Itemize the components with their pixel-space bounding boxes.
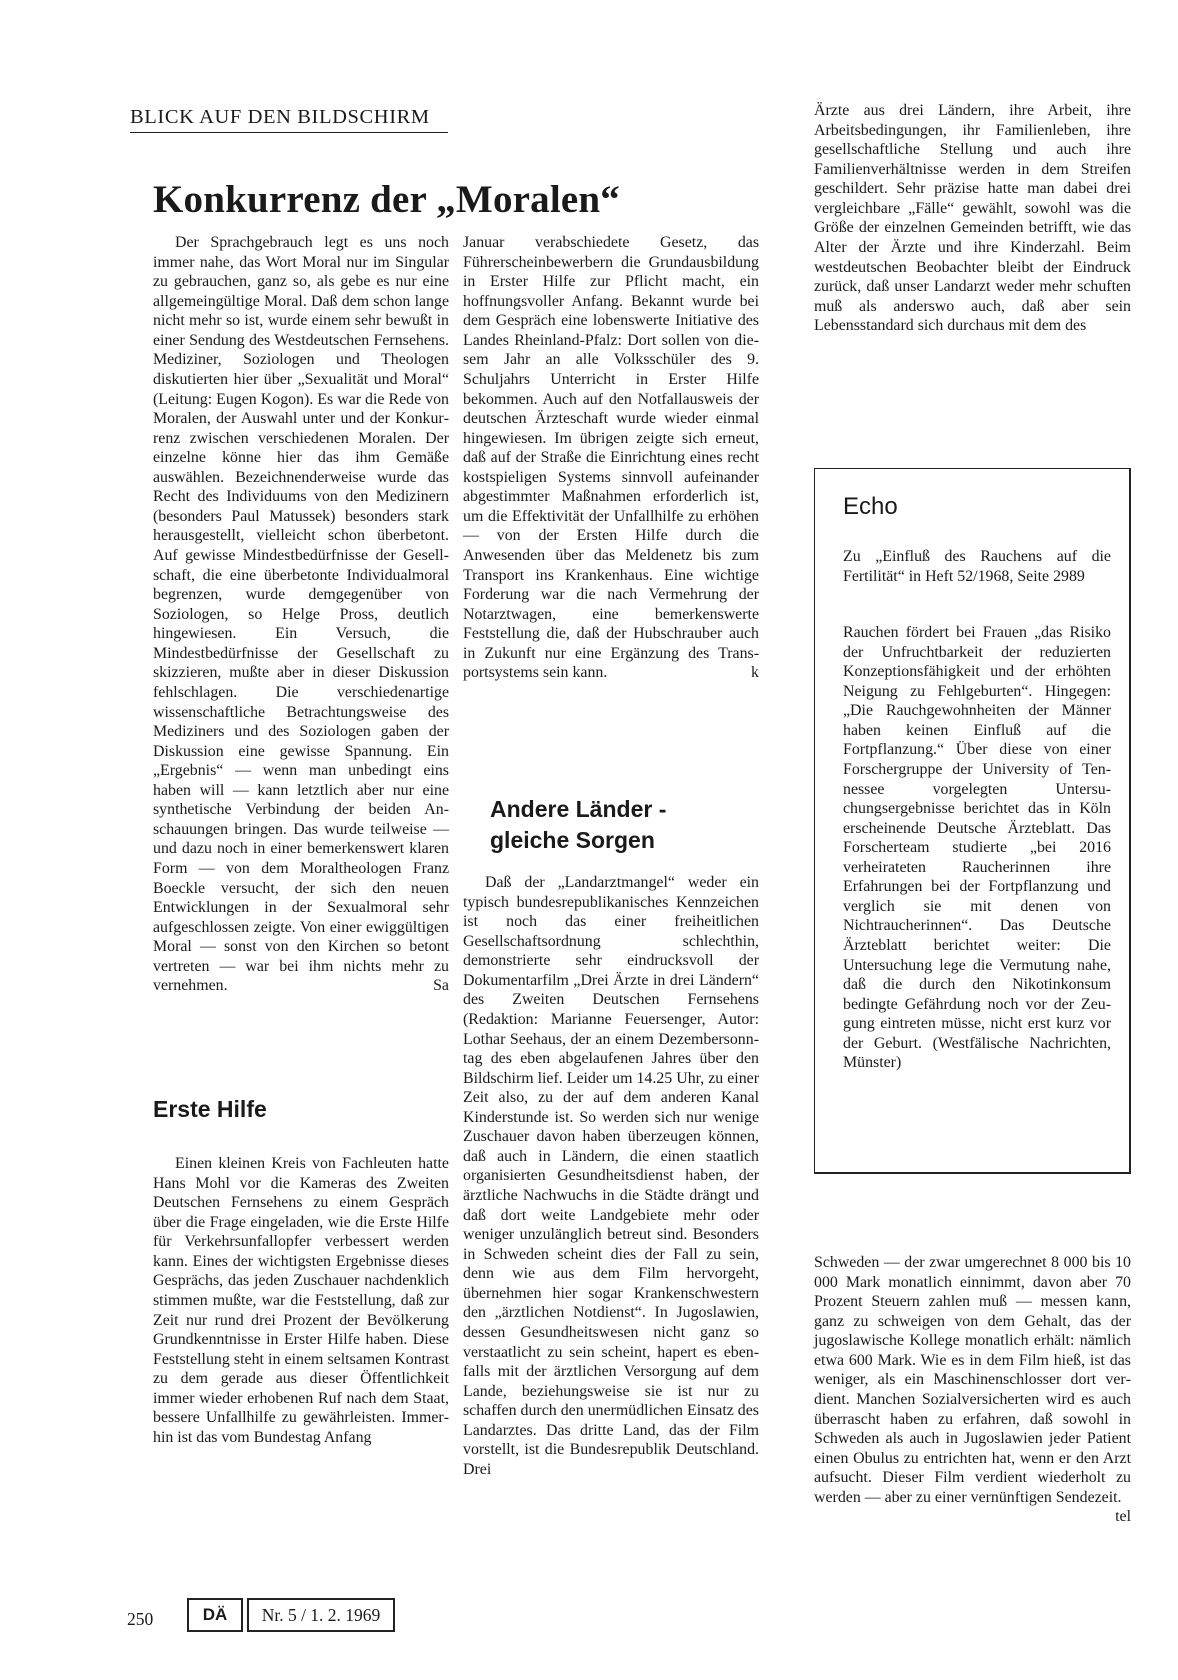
article-headline: Konkurrenz der „Moralen“ xyxy=(153,178,620,221)
issue-label: Nr. 5 / 1. 2. 1969 xyxy=(247,1598,395,1632)
article-erste-hilfe-heading: Erste Hilfe xyxy=(153,1096,267,1122)
echo-body: Rauchen fördert bei Frauen „das Risiko der Unfruchtbarkeit der reduzierten Konzeptionsfähigkeit und der erhöhten Neigung zu Fehlgeburten“. Hingegen: „Die Rauchgewohnheiten der Männer haben keinen Einfluß auf die Fortpflanzung.“ Über diese von einer Forschergruppe der University of Tennessee vorgelegten Untersuchungsergebnisse berichtet das in Köln erscheinende Deutsche Ärzteblatt. Das Forscherteam studierte „bei 2016 verheirateten Raucherinnen ihre Erfahrungen bei der Fortpflanzung und verglich sie mit denen von Nichtraucherinnen“. Das Deutsche Ärzteblatt berichtet weiter: Die Untersuchung lege die Vermutung nahe, daß die durch den Nikotinkonsum bedingte Gefährdung noch vor der Zeugung eintreten müsse, nicht erst kurz vor der Geburt. (Westfälische Nachrichten, Münster) xyxy=(843,624,1111,1072)
article-erste-hilfe-continuation: Januar verabschiedete Gesetz, das Führerscheinbewerbern die Grundausbildung in Erster Hilfe zur Pflicht macht, ein hoffnungsvoller Anfang. Bekannt wurde bei dem Gespräch eine lobenswerte Initiative des Landes Rheinland-Pfalz: Dort sollen von diesem Jahr an alle Volksschüler des 9. Schuljahrs Unterricht in Erster Hilfe bekommen. Auch auf den Notfallausweis der deutschen Ärzteschaft wurde wieder einmal hingewiesen. Im übrigen zeigte sich erneut, daß auf der Straße die Einrichtung eines recht kostspieligen Systems sinnvoll aufeinander abgestimmter Maßnahmen erforderlich ist, um die Effektivität der Unfallhilfe zu erhöhen — von der Ersten Hilfe durch die Anwesenden über das Meldenetz bis zum Transport ins Krankenhaus. Eine wichtige Forderung war die nach Vermehrung der Notarztwagen, eine bemerkenswerte Feststellung die, daß der Hubschrauber auch in Zukunft nur eine Ergänzung des Transportsystems sein kann. k xyxy=(463,234,759,682)
echo-reference: Zu „Einfluß des Rauchens auf die Fertilität“ in Heft 52/1968, Seite 2989 xyxy=(843,548,1111,585)
article-andere-laender-continuation: Ärzte aus drei Ländern, ihre Arbeit, ihre Arbeitsbedingungen, ihr Familienleben, ihre gesellschaftliche Stellung und auch ihre Familienverhältnisse werden in dem Streifen geschildert. Sehr präzise hatte man dabei drei vergleichbare „Fälle“ gewählt, sowohl was die Größe der einzelnen Gemeinden betrifft, wie das Alter der Ärzte und ihre Kinderzahl. Beim westdeutschen Beobachter bleibt der Eindruck zurück, daß unser Landarzt weder mehr schuften muß als anderswo auch, daß aber sein Lebensstandard sich durchaus mit dem des xyxy=(814,102,1131,335)
article-andere-laender-body-col2 xyxy=(463,873,759,1479)
echo-box xyxy=(814,468,1131,1174)
heading-line: Andere Länder - xyxy=(490,796,667,822)
author-signature: Sa xyxy=(433,977,449,995)
section-rubric: BLICK AUF DEN BILDSCHIRM xyxy=(130,104,448,133)
article-andere-laender-ending: Schweden — der zwar umgerechnet 8 000 bis 10 000 Mark monatlich einnimmt, davon aber 70 Prozent Steuern zahlen muß — messen kann, ganz zu schweigen von dem Gehalt, das der jugoslawische Kollege monatlich erhält: nämlich etwa 600 Mark. Wie es in dem Film hieß, ist das weniger, als ein Maschinenschlosser dort verdient. Manchen Sozialversicherten wird es auch überrascht haben zu erfahren, daß sowohl in Schweden als auch in Jugoslawien jeder Patient einen Obulus zu entrichten hat, wenn er den Arzt aufsucht. Dieser Film verdient wiederholt zu werden — aber zu einer vernünftigen Sendezeit. tel xyxy=(814,1254,1131,1526)
article-erste-hilfe-body-col1 xyxy=(153,1154,449,1447)
heading-line: gleiche Sorgen xyxy=(490,827,655,853)
echo-title: Echo xyxy=(843,493,898,520)
page-number: 250 xyxy=(127,1609,154,1629)
article-andere-laender-body-col3-bottom xyxy=(814,1253,1131,1527)
article-andere-laender-heading xyxy=(490,794,666,856)
journal-badge: DÄ xyxy=(187,1598,243,1632)
article-erste-hilfe-paragraph: Einen kleinen Kreis von Fachleuten hatte Hans Mohl vor die Kameras des Zweiten Deutschen Fernsehens zu einem Gespräch über die Frage eingeladen, wie die Erste Hilfe für Verkehrsunfallopfer verbessert werden kann. Eines der wichtigsten Ergebnisse dieses Gesprächs, das jeden Zuschauer nachdenklich stimmen mußte, war die Feststellung, daß zur Zeit nur rund drei Prozent der Bevölkerung Grundkenntnisse in Erster Hilfe haben. Diese Feststellung steht in einem seltsamen Kontrast zu dem gerade aus dieser Öffentlichkeit immer wieder erhobenen Ruf nach dem Staat, bessere Unfallhilfe zu gewährleisten. Immerhin ist das vom Bundestag Anfang xyxy=(153,1155,449,1446)
article-andere-laender-body-col3-top xyxy=(814,101,1131,336)
article-moral-body xyxy=(153,233,449,996)
article-andere-laender-paragraph: Daß der „Landarztmangel“ weder ein typisch bundesrepublikanisches Kennzeichen ist noch das einer freiheitlichen Gesellschaftsordnung schlechthin, demonstrierte sehr eindrucksvoll der Dokumentarfilm „Drei Ärzte in drei Ländern“ des Zweiten Deutschen Fernsehens (Redaktion: Marianne Feuersenger, Autor: Lothar Seehaus, der an einem Dezembersonntag des eben abgelaufenen Jahres über den Bildschirm lief. Leider um 14.25 Uhr, zu einer Zeit also, zu der auf dem anderen Kanal Kinderstunde ist. So werden sich nur wenige Zuschauer davon haben überzeugen können, daß auch in Ländern, die einen staatlich organisierten Gesundheitsdienst haben, der ärztliche Nachwuchs in die Städte drängt und daß dort weite Landgebiete mehr oder weniger unzulänglich betreut sind. Besonders in Schweden scheint dies der Fall zu sein, denn wie aus dem Film hervorgeht, übernehmen hier sogar Krankenschwestern den „ärztlichen Notdienst“. In Jugoslawien, dessen Gesundheitswesen nicht ganz so verstaatlicht zu sein scheint, hapert es ebenfalls mit der ärztlichen Versorgung auf dem Lande, beziehungsweise sie ist nur zu schaffen durch den unermüdlichen Einsatz des Landarztes. Das dritte Land, das der Film vorstellt, ist die Bundesrepublik Deutschland. Drei xyxy=(463,874,759,1478)
article-moral-paragraph: Der Sprachgebrauch legt es uns noch immer nahe, das Wort Moral nur im Singular zu gebrauchen, ganz so, als gebe es nur eine allgemeingültige Moral. Daß dem schon lange nicht mehr so ist, wurde einem sehr bewußt in einer Sendung des Westdeutschen Fernsehens. Mediziner, Soziologen und Theologen diskutierten hier über „Sexualität und Moral“ (Leitung: Eugen Kogon). Es war die Rede von Moralen, der Auswahl unter und der Konkurrenz zwischen verschiedenen Moralen. Der einzelne könne hier das ihm Gemäße auswählen. Bezeichnenderweise wurde das Recht des Individuums von den Medizinern (besonders Paul Matussek) besonders stark herausgestellt, vielleicht schon überbetont. Auf gewisse Mindestbedürfnisse der Gesellschaft, die eine überbetonte Individualmoral begrenzen, wurde demgegenüber von Soziologen, so Helge Pross, deutlich hingewiesen. Ein Versuch, die Mindestbedürfnisse der Gesellschaft zu skizzieren, mußte aber in dieser Diskussion fehlschlagen. Die verschiedenartige wissenschaftliche Betrachtungsweise des Mediziners und des Soziologen gaben der Diskussion eine gewisse Spannung. Ein „Ergebnis“ — wenn man unbedingt eins haben will — kann letztlich aber nur eine synthetische Verbindung der beiden Anschauungen bringen. Das wurde teilweise — und dazu noch in einer bemerkenswert klaren Form — von dem Moraltheologen Franz Boeckle versucht, der sich den neuen Entwicklungen in der Sexualmoral sehr aufgeschlossen zeigte. Von einer ewiggültigen Moral — sonst von den Kirchen so betont vertreten — war bei ihm nichts mehr zu vernehmen. Sa xyxy=(153,234,449,995)
author-signature: k xyxy=(751,664,759,682)
article-erste-hilfe-body-col2 xyxy=(463,233,759,683)
author-signature: tel xyxy=(1115,1508,1131,1526)
